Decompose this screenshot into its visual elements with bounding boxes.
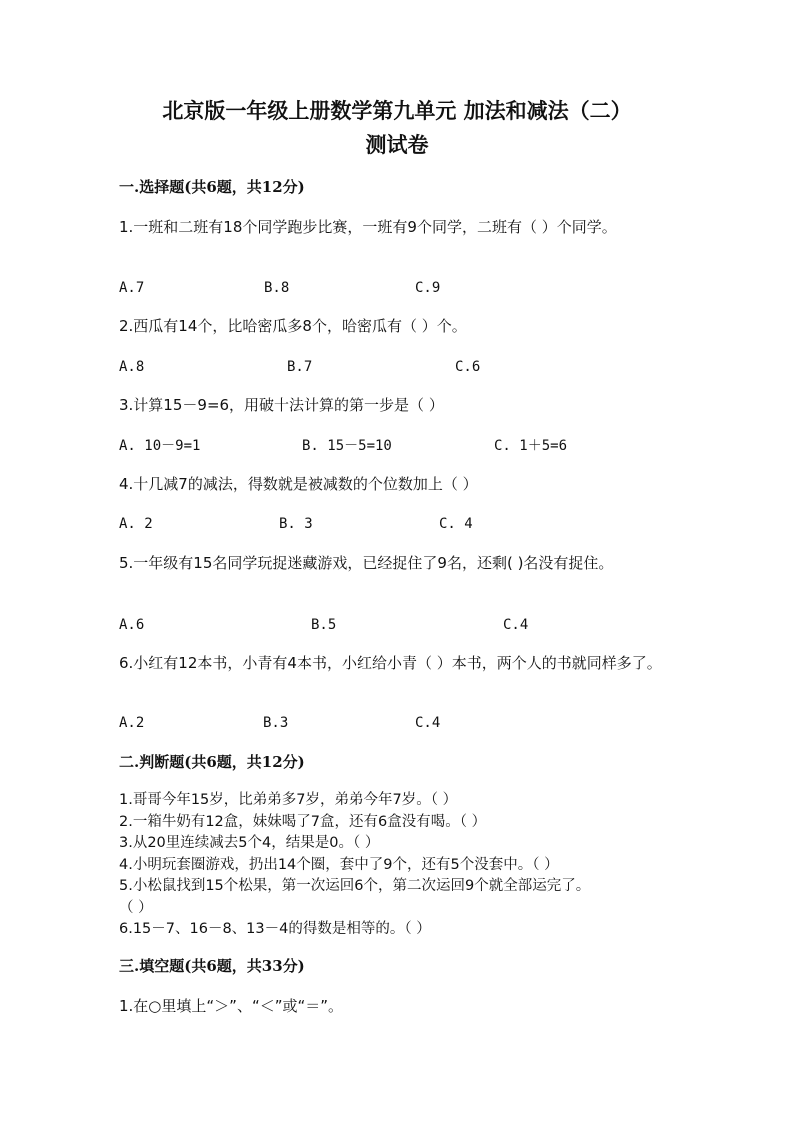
judge-question-4: 4.小明玩套圈游戏，扔出14个圈，套中了9个，还有5个没套中。（ ） [119,856,559,873]
choice-question-3: 3.计算15－9=6，用破十法计算的第一步是（ ） [119,396,444,414]
choice-2-option-c: C.6 [455,359,481,375]
page-subtitle: 测试卷 [365,132,429,157]
choice-5-option-b: B.5 [311,617,337,633]
choice-1-option-b: B.8 [264,280,290,296]
choice-4-option-a: A. 2 [119,516,153,532]
choice-6-option-a: A.2 [119,715,145,731]
judge-question-3: 3.从20里连续减去5个4，结果是0。（ ） [119,835,380,851]
choice-question-6: 6.小红有12本书，小青有4本书，小红给小青（ ）本书，两个人的书就同样多了。 [119,654,662,672]
choice-6-option-c: C.4 [415,715,441,731]
fill-question-1: 1.在○里填上“＞”、“＜”或“＝”。 [119,997,344,1015]
choice-3-option-b: B. 15－5=10 [302,438,392,454]
section-judge-heading: 二.判断题(共6题，共12分) [119,753,305,771]
choice-3-option-c: C. 1＋5=6 [494,438,568,454]
choice-5-option-a: A.6 [119,617,145,633]
choice-2-option-a: A.8 [119,359,145,375]
judge-question-5: 5.小松鼠找到15个松果，第一次运回6个，第二次运回9个就全部运完了。 [119,878,591,894]
choice-question-4: 4.十几减7的减法，得数就是被减数的个位数加上（ ） [119,475,478,493]
choice-1-option-a: A.7 [119,280,145,296]
page-title: 北京版一年级上册数学第九单元 加法和减法（二） [162,98,632,123]
judge-list [119,790,679,941]
choice-6-option-b: B.3 [263,715,289,731]
choice-1-option-c: C.9 [415,280,441,296]
choice-5-option-c: C.4 [503,617,529,633]
judge-question-6: 6.15－7、16－8、13－4的得数是相等的。（ ） [119,921,431,937]
judge-question-1: 1.哥哥今年15岁，比弟弟多7岁，弟弟今年7岁。（ ） [119,792,458,808]
judge-question-5-answer: （ ） [119,899,153,916]
choice-question-5: 5.一年级有15名同学玩捉迷藏游戏，已经捉住了9名，还剩( )名没有捉住。 [119,554,614,572]
section-choice-heading: 一.选择题(共6题，共12分) [119,178,305,196]
judge-question-2: 2.一箱牛奶有12盒，妹妹喝了7盒，还有6盒没有喝。（ ） [119,813,487,830]
choice-3-option-a: A. 10－9=1 [119,438,201,454]
choice-4-option-c: C. 4 [439,516,473,532]
section-fill-heading: 三.填空题(共6题，共33分) [119,957,305,975]
choice-4-option-b: B. 3 [279,516,313,532]
choice-question-1: 1.一班和二班有18个同学跑步比赛，一班有9个同学，二班有（ ）个同学。 [119,218,617,236]
choice-2-option-b: B.7 [287,359,313,375]
choice-question-2: 2.西瓜有14个，比哈密瓜多8个，哈密瓜有（ ）个。 [119,317,467,335]
